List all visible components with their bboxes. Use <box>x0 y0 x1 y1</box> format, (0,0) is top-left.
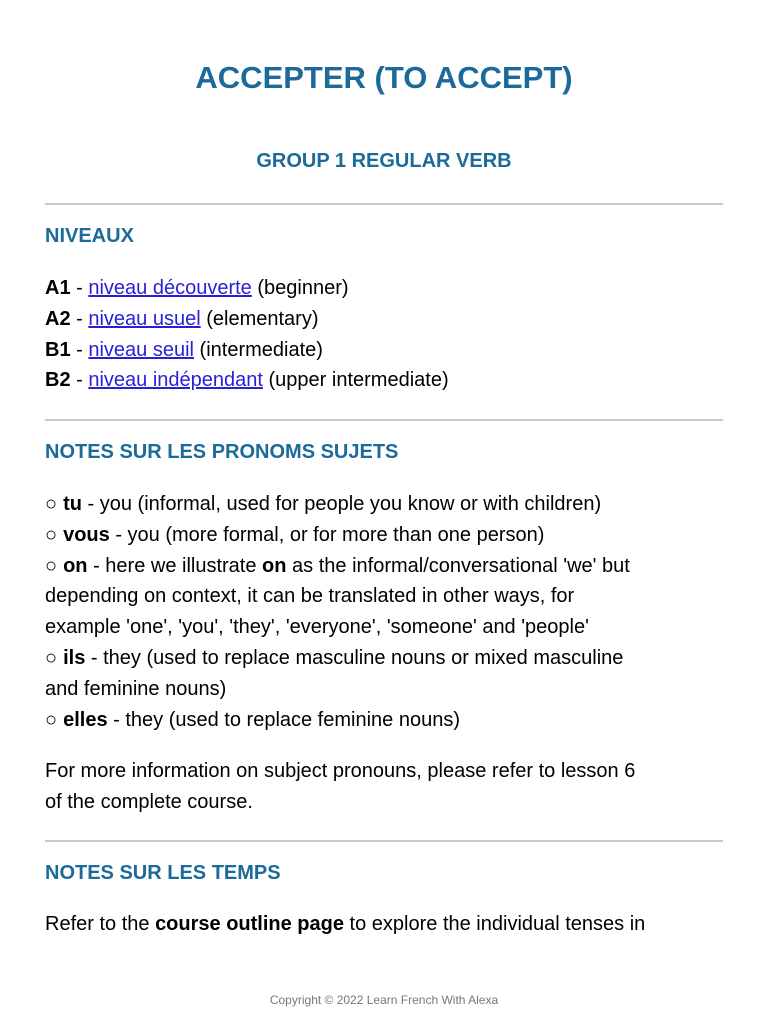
niveau-item <box>45 304 723 335</box>
page-title: ACCEPTER (TO ACCEPT) <box>195 60 573 95</box>
niveau-link[interactable]: niveau seuil <box>88 338 194 361</box>
pronoun-item-continuation <box>45 581 723 612</box>
pronoun-text: as the informal/conversational 'we' but <box>286 554 630 577</box>
pronoun-item <box>45 520 723 551</box>
pronoun-item <box>45 705 723 736</box>
pronoun-text: and feminine nouns) <box>45 677 227 700</box>
pronoun-term: on <box>262 554 287 577</box>
pronoun-text: example 'one', 'you', 'they', 'everyone', 'someone' and 'people' <box>45 616 589 639</box>
pronoun-term: vous <box>63 523 110 546</box>
bullet-circle-icon: ○ <box>45 708 58 731</box>
pronoun-text: - they (used to replace feminine nouns) <box>107 708 460 731</box>
pronoun-item-continuation <box>45 612 723 643</box>
divider <box>45 203 723 205</box>
niveau-code: A1 <box>45 277 71 299</box>
page-subtitle: GROUP 1 REGULAR VERB <box>256 150 512 172</box>
bullet-circle-icon: ○ <box>45 523 58 546</box>
pronoun-term: tu <box>63 493 82 515</box>
pronoms-more-info <box>45 756 723 818</box>
bullet-circle-icon: ○ <box>45 646 58 669</box>
pronoun-item-continuation <box>45 674 723 705</box>
more-info-line: For more information on subject pronouns, please refer to lesson 6 <box>45 760 636 782</box>
niveau-separator: - <box>70 369 89 392</box>
niveau-description: (beginner) <box>251 277 349 299</box>
pronoun-item <box>45 489 723 520</box>
pronoun-text: - you (more formal, or for more than one person) <box>109 523 545 546</box>
niveau-code: B1 <box>45 338 71 361</box>
course-outline-label: course outline page <box>155 913 344 935</box>
more-info-line: of the complete course. <box>45 790 253 813</box>
divider <box>45 840 723 842</box>
niveaux-heading: NIVEAUX <box>45 225 134 247</box>
niveau-separator: - <box>70 307 89 330</box>
pronoun-term: ils <box>63 646 86 669</box>
niveau-item <box>45 273 723 304</box>
temps-text-before: Refer to the <box>45 913 156 935</box>
niveau-item <box>45 365 723 396</box>
niveau-code: A2 <box>45 307 71 330</box>
page-footer: Copyright © 2022 Learn French With Alexa <box>269 993 499 1007</box>
niveau-link[interactable]: niveau indépendant <box>88 369 263 392</box>
pronoun-item <box>45 551 723 582</box>
pronoun-text: - they (used to replace masculine nouns or mixed masculine <box>85 646 624 669</box>
divider <box>45 419 723 421</box>
pronoun-item <box>45 643 723 674</box>
pronoms-heading: NOTES SUR LES PRONOMS SUJETS <box>45 441 399 463</box>
niveau-separator: - <box>70 338 89 361</box>
pronoun-text: - you (informal, used for people you know or with children) <box>81 493 602 515</box>
temps-heading: NOTES SUR LES TEMPS <box>45 862 281 884</box>
pronoun-term: on <box>63 554 88 577</box>
pronoun-text: depending on context, it can be translated in other ways, for <box>45 585 575 608</box>
niveau-link[interactable]: niveau usuel <box>88 307 201 330</box>
pronoun-term: elles <box>63 708 108 731</box>
niveau-link[interactable]: niveau découverte <box>88 277 252 299</box>
niveaux-list <box>45 273 723 396</box>
pronoms-list <box>45 489 723 735</box>
bullet-circle-icon: ○ <box>45 554 58 577</box>
niveau-description: (elementary) <box>200 307 319 330</box>
bullet-circle-icon: ○ <box>45 493 58 515</box>
niveau-description: (upper intermediate) <box>262 369 449 392</box>
niveau-separator: - <box>70 277 89 299</box>
temps-text <box>45 909 723 940</box>
niveau-code: B2 <box>45 369 71 392</box>
pronoun-text: - here we illustrate <box>87 554 263 577</box>
niveau-description: (intermediate) <box>193 338 323 361</box>
temps-text-after: to explore the individual tenses in <box>344 913 646 935</box>
niveau-item <box>45 335 723 366</box>
